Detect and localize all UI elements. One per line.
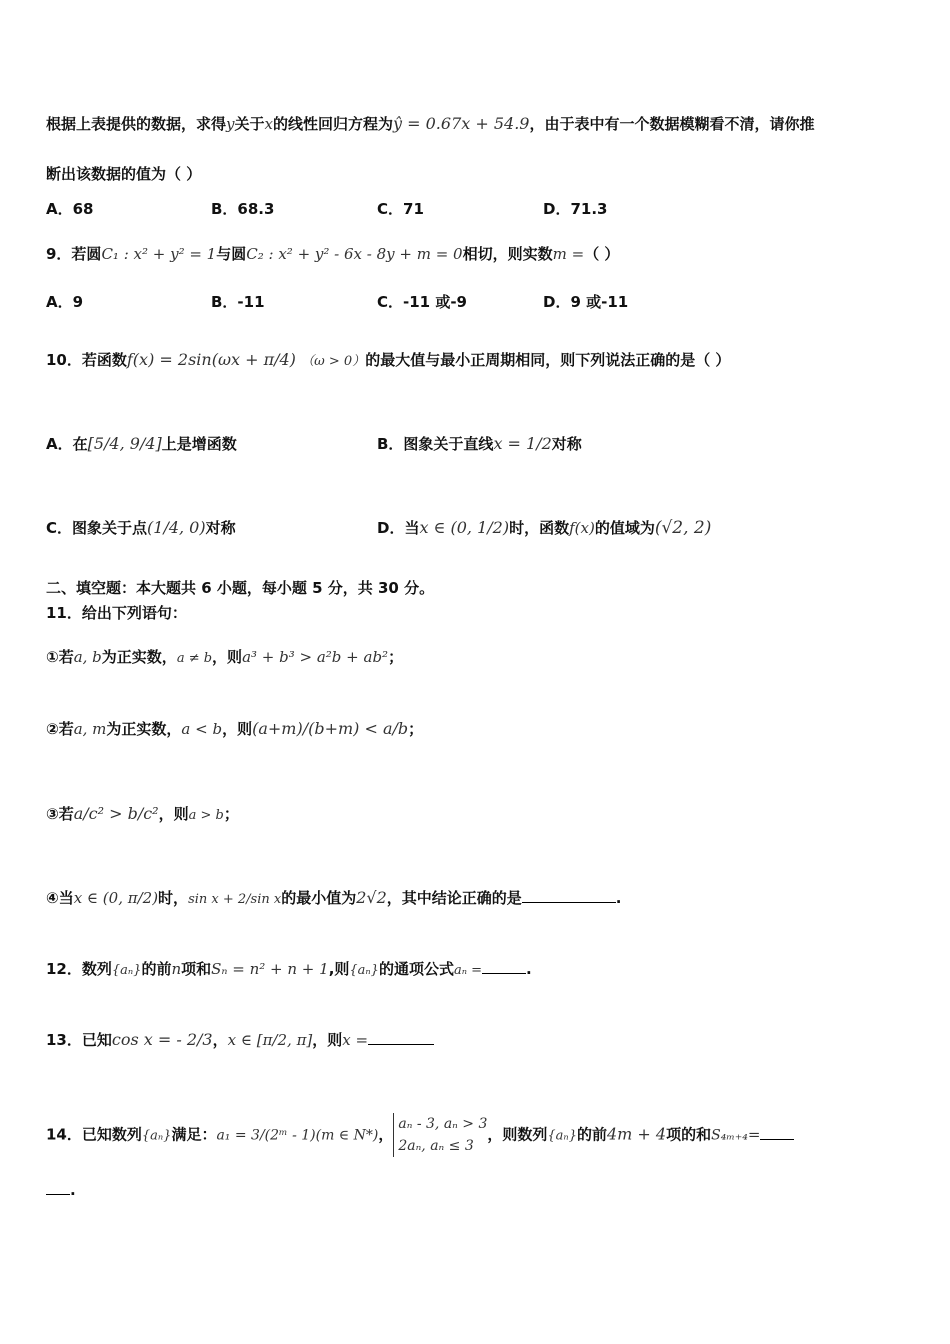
regression-equation: ŷ = 0.67x + 54.9 [393,114,530,133]
q9-option-d: D．9 或-11 [543,293,629,311]
q14-stem: 14．已知数列{aₙ}满足：a₁ = 3/(2ᵐ - 1)(m ∈ N*)， aₙ - 3, aₙ > 3 2aₙ, aₙ ≤ 3 ，则数列{aₙ}的前4m + 4项的和S₄ₘ₊₄= [46,1113,794,1157]
answer-blank-13[interactable] [368,1044,434,1045]
q10-option-d: D．当x ∈ (0, 1/2)时，函数f(x)的值域为(√2, 2) [377,518,712,538]
q11-statement-3: ③若a/c² > b/c²，则a > b； [46,804,239,823]
answer-blank-12[interactable] [482,973,526,974]
q8-option-b: B．68.3 [211,200,275,218]
q9-stem: 9．若圆C₁ : x² + y² = 1与圆C₂ : x² + y² - 6x - 8y + m = 0相切，则实数m =（ ） [46,245,620,263]
q14-line2: . [46,1180,76,1200]
section-title: 二、填空题：本大题共 6 小题，每小题 5 分，共 30 分。 [46,579,435,597]
circle-c2: C₂ : x² + y² - 6x - 8y + m = 0 [246,245,463,263]
q10-option-b: B．图象关于直线x = 1/2对称 [377,434,582,453]
q11-statement-2: ②若a, m为正实数，a < b，则(a+m)/(b+m) < a/b； [46,719,424,738]
q8-line1: 根据上表提供的数据，求得y关于x的线性回归方程为ŷ = 0.67x + 54.9，由于表中有一个数据模糊看不清，请你推 [46,114,815,133]
answer-blank-14a[interactable] [760,1139,794,1140]
q11-statement-1: ①若a, b为正实数，a ≠ b，则a³ + b³ > a²b + ab²； [46,648,404,666]
q11-stem: 11．给出下列语句： [46,604,187,622]
q9-option-a: A．9 [46,293,84,311]
q8-option-a: A．68 [46,200,94,218]
answer-blank-11[interactable] [522,902,616,903]
answer-blank-14b[interactable] [46,1194,70,1195]
q11-statement-4: ④当x ∈ (0, π/2)时，sin x + 2/sin x的最小值为2√2，其中结论正确的是 . [46,888,622,907]
domain-d: x ∈ (0, 1/2) [419,518,510,537]
interval-a: [5/4, 9/4] [87,434,162,453]
q10-option-c: C．图象关于点(1/4, 0)对称 [46,518,236,537]
circle-c1: C₁ : x² + y² = 1 [101,245,217,263]
q9-option-b: B．-11 [211,293,265,311]
omega-condition: （ω > 0） [301,354,366,369]
q9-option-c: C．-11 或-9 [377,293,467,311]
q8-option-d: D．71.3 [543,200,608,218]
var-x: x [264,115,273,133]
function-f: f(x) = 2sin(ωx + π/4) [126,350,296,369]
point-c: (1/4, 0) [147,518,206,537]
q8-option-c: C．71 [377,200,424,218]
q10-option-a: A．在[5/4, 9/4]上是增函数 [46,434,237,453]
q8-line2: 断出该数据的值为（ ） [46,165,202,183]
recurrence: aₙ - 3, aₙ > 3 2aₙ, aₙ ≤ 3 [393,1113,487,1157]
q13-stem: 13．已知cos x = - 2/3，x ∈ [π/2, π]，则x = [46,1030,434,1050]
var-y: y [226,115,235,133]
range-d: (√2, 2) [654,518,712,538]
line-b: x = 1/2 [493,434,552,453]
q10-stem: 10．若函数f(x) = 2sin(ωx + π/4) （ω > 0）的最大值与最小正周期相同，则下列说法正确的是（ ） [46,350,731,369]
q12-stem: 12．数列{aₙ}的前n项和Sₙ = n² + n + 1,则{aₙ}的通项公式aₙ = . [46,960,532,978]
